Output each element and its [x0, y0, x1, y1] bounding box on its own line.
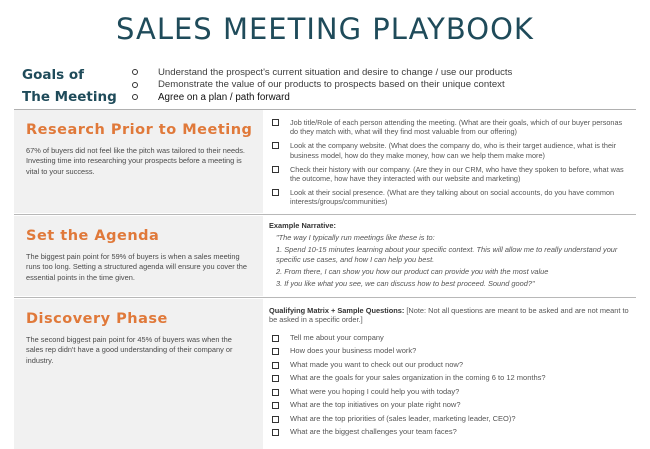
checklist-item[interactable]	[269, 188, 631, 206]
discovery-section-summary	[14, 299, 263, 449]
goal-text: Understand the prospect's current situation and desire to change / use our products	[158, 66, 513, 78]
bullet-icon	[132, 82, 138, 88]
goal-item	[132, 91, 512, 103]
checklist-text: Check their history with our company. (Are they in our CRM, who have they spoken to before, what was the outcome, how have they interacted with our website and marketing)	[290, 164, 624, 184]
section-description: 67% of buyers did not feel like the pitch was tailored to their needs. Investing time into researching your prospects before a meeting is vital to your success.	[26, 146, 245, 176]
checklist-text: Job title/Role of each person attending the meeting. (What are their goals, which of our buyer personas do they match with, what will they find most valuable from our offering)	[290, 118, 623, 137]
question-text: What made you want to check out our product now?	[290, 359, 464, 369]
checkbox-icon[interactable]	[272, 166, 279, 173]
checkbox-icon[interactable]	[272, 348, 279, 355]
checkbox-icon[interactable]	[272, 119, 279, 126]
goal-text: Agree on a plan / path forward	[158, 91, 290, 103]
question-item[interactable]	[269, 425, 631, 439]
goal-text: Demonstrate the value of our products to prospects based on their unique context	[158, 79, 505, 90]
goal-item	[132, 66, 512, 78]
checklist-text: Look at the company website. (What does the company do, who is their target audience, what is their business model, how do they make money, how can we help them make more)	[290, 141, 617, 160]
checkbox-icon[interactable]	[272, 416, 279, 423]
checkbox-icon[interactable]	[272, 402, 279, 409]
page-title: SALES MEETING PLAYBOOK	[116, 12, 534, 46]
qualifying-label: Qualifying Matrix + Sample Questions:	[269, 306, 405, 315]
section-heading: Set the Agenda	[26, 228, 160, 244]
question-text: What are the top priorities of (sales leader, marketing leader, CEO)?	[290, 413, 516, 423]
question-text: How does your business model work?	[290, 346, 417, 356]
question-item[interactable]	[269, 358, 631, 372]
section-heading: Discovery Phase	[26, 311, 168, 327]
question-item[interactable]	[269, 412, 631, 426]
agenda-section-summary	[14, 216, 263, 296]
question-text: What are the top initiatives on your plate right now?	[290, 400, 461, 410]
checkbox-icon[interactable]	[272, 375, 279, 382]
goals-label-line1: Goals of	[22, 67, 84, 83]
checklist-item[interactable]	[269, 118, 631, 136]
question-text: What are the goals for your sales organization in the coming 6 to 12 months?	[290, 373, 546, 383]
question-item[interactable]	[269, 344, 631, 358]
bullet-icon	[132, 69, 138, 75]
goals-label	[22, 64, 117, 108]
question-text: Tell me about your company	[290, 332, 384, 342]
checkbox-icon[interactable]	[272, 335, 279, 342]
question-item[interactable]	[269, 331, 631, 345]
question-text: What are the biggest challenges your team faces?	[290, 427, 457, 437]
qualifying-note-text: [Note: Not all questions are meant to be asked and are not meant to be asked in a specific order.]	[269, 306, 629, 325]
goals-label-line2: The Meeting	[22, 89, 117, 105]
discovery-questions	[269, 306, 631, 439]
divider	[14, 297, 636, 298]
question-item[interactable]	[269, 385, 631, 399]
research-checklist	[269, 118, 631, 212]
agenda-narrative	[269, 221, 631, 291]
narrative-line: 3. If you like what you see, we can discuss how to best proceed. Sound good?"	[276, 279, 535, 289]
section-description: The second biggest pain point for 45% of buyers was when the sales rep didn't have a good understanding of their company or industry.	[26, 335, 233, 365]
narrative-label: Example Narrative:	[269, 221, 336, 230]
narrative-line: 1. Spend 10-15 minutes learning about your specific context. This will allow me to really understand your specific use cases, and how I can help you best.	[276, 245, 618, 264]
checkbox-icon[interactable]	[272, 389, 279, 396]
section-description: The biggest pain point for 59% of buyers is when a sales meeting runs too long. Setting a structured agenda will ensure you cover the essential points in the time given.	[26, 252, 248, 282]
checklist-item[interactable]	[269, 141, 631, 159]
question-item[interactable]	[269, 398, 631, 412]
divider	[14, 214, 636, 215]
checkbox-icon[interactable]	[272, 142, 279, 149]
goal-item	[132, 79, 512, 91]
checkbox-icon[interactable]	[272, 429, 279, 436]
qualifying-note	[269, 306, 631, 325]
section-heading: Research Prior to Meeting	[26, 122, 253, 138]
checklist-item[interactable]	[269, 165, 631, 183]
checklist-text: Look at their social presence. (What are they talking about on social accounts, do you have common interests/groups/communities)	[290, 188, 615, 207]
goals-list	[132, 66, 512, 104]
checkbox-icon[interactable]	[272, 362, 279, 369]
narrative-line: 2. From there, I can show you how our product can provide you with the most value	[276, 266, 549, 276]
narrative-line: "The way I typically run meetings like these is to:	[276, 233, 435, 242]
question-text: What were you hoping I could help you with today?	[290, 386, 460, 396]
question-item[interactable]	[269, 371, 631, 385]
research-section-summary	[14, 110, 263, 213]
bullet-icon	[132, 94, 138, 100]
checkbox-icon[interactable]	[272, 189, 279, 196]
